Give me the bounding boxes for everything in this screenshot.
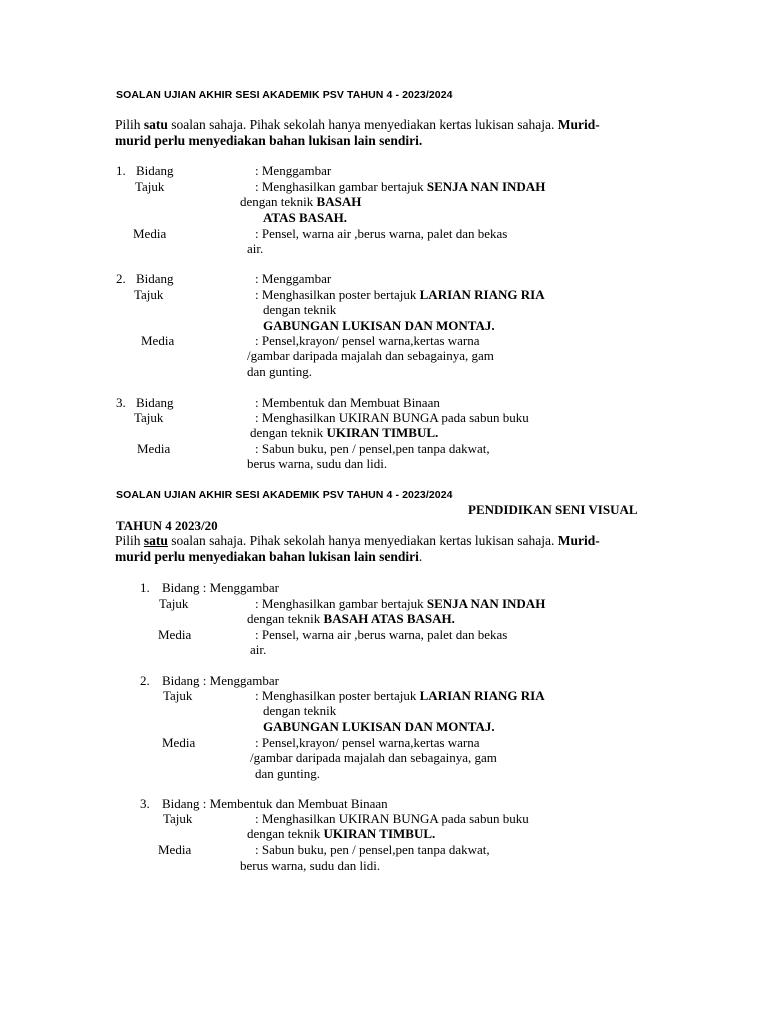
s1-q1-teknik-label: dengan teknik bbox=[240, 194, 314, 209]
s2-q3-bidang: Bidang : Membentuk dan Membuat Binaan bbox=[162, 796, 388, 811]
s2-q2-tajuk-title: LARIAN RIANG RIA bbox=[419, 688, 545, 703]
s1-q2-tajuk-text: : Menghasilkan poster bertajuk bbox=[255, 287, 417, 302]
s1-q3-tajuk-value: : Menghasilkan UKIRAN BUNGA pada sabun buku bbox=[255, 410, 529, 425]
s1-q1-tajuk-text: : Menghasilkan gambar bertajuk bbox=[255, 179, 424, 194]
s2-q3-teknik-label: dengan teknik bbox=[247, 826, 321, 841]
s2-q2-tajuk-line2: dengan teknik bbox=[263, 703, 337, 718]
s1-q1-tajuk-line3: ATAS BASAH. bbox=[263, 210, 348, 225]
s1-q3-teknik-label: dengan teknik bbox=[250, 425, 324, 440]
s1-q1-bidang-value: : Menggambar bbox=[255, 163, 332, 178]
s1-q3-media-label: Media bbox=[137, 441, 171, 456]
section2-title-right: PENDIDIKAN SENI VISUAL bbox=[468, 502, 638, 517]
section1-intro-line2: murid perlu menyediakan bahan lukisan lain sendiri. bbox=[115, 133, 423, 148]
s2-q2-media-value: : Pensel,krayon/ pensel warna,kertas warna bbox=[255, 735, 480, 750]
s2-intro-text: soalan sahaja. Pihak sekolah hanya menyediakan kertas lukisan sahaja. bbox=[171, 533, 555, 548]
s2-q1-bidang: Bidang : Menggambar bbox=[162, 580, 279, 595]
s2-q1-media-value: : Pensel, warna air ,berus warna, palet dan bekas bbox=[255, 627, 508, 642]
s1-q3-bidang-label: Bidang bbox=[136, 395, 174, 410]
s2-q3-media-value: : Sabun buku, pen / pensel,pen tanpa dakwat, bbox=[255, 842, 490, 857]
s2-q2-number: 2. bbox=[140, 673, 150, 688]
section2-title-left: TAHUN 4 2023/20 bbox=[116, 518, 218, 533]
s2-q2-media-line2: /gambar daripada majalah dan sebagainya, gam bbox=[250, 750, 497, 765]
s1-q2-media-value: : Pensel,krayon/ pensel warna,kertas warna bbox=[255, 333, 480, 348]
s1-q1-teknik-value: BASAH bbox=[316, 194, 362, 209]
s1-q2-tajuk-title: LARIAN RIANG RIA bbox=[419, 287, 545, 302]
s1-q2-media-line3: dan gunting. bbox=[247, 364, 312, 379]
section1-intro-line1 bbox=[115, 117, 600, 133]
s1-q3-tajuk-label: Tajuk bbox=[134, 410, 164, 425]
s2-q3-media-label: Media bbox=[158, 842, 192, 857]
s2-q1-tajuk-title: SENJA NAN INDAH bbox=[426, 596, 546, 611]
s2-q1-tajuk-text: : Menghasilkan gambar bertajuk bbox=[255, 596, 424, 611]
s1-q1-tajuk-label: Tajuk bbox=[135, 179, 165, 194]
s1-q1-number: 1. bbox=[116, 163, 126, 178]
s2-intro-word-murid: Murid- bbox=[557, 533, 600, 548]
s2-q2-media-label: Media bbox=[162, 735, 196, 750]
s2-q1-media-line2: air. bbox=[250, 642, 267, 657]
section2-intro-line2 bbox=[115, 549, 422, 565]
s1-q3-teknik-value: UKIRAN TIMBUL. bbox=[326, 425, 439, 440]
s2-q2-tajuk-value bbox=[255, 688, 545, 704]
section2-heading: SOALAN UJIAN AKHIR SESI AKADEMIK PSV TAHUN 4 - 2023/2024 bbox=[116, 489, 453, 501]
s1-q1-media-label: Media bbox=[133, 226, 167, 241]
s1-q2-number: 2. bbox=[116, 271, 126, 286]
s1-q2-media-line2: /gambar daripada majalah dan sebagainya, gam bbox=[247, 348, 494, 363]
s1-q2-bidang-label: Bidang bbox=[136, 271, 174, 286]
s2-intro-line2-text: murid perlu menyediakan bahan lukisan lain sendiri bbox=[115, 549, 419, 564]
s2-q3-number: 3. bbox=[140, 796, 150, 811]
section2-intro-line1 bbox=[115, 533, 600, 549]
s2-intro-line2-period: . bbox=[418, 549, 423, 564]
s1-q2-tajuk-line2: dengan teknik bbox=[263, 302, 337, 317]
s2-q2-media-line3: dan gunting. bbox=[255, 766, 320, 781]
s1-q2-media-label: Media bbox=[141, 333, 175, 348]
intro-text: soalan sahaja. Pihak sekolah hanya menyediakan kertas lukisan sahaja. bbox=[171, 117, 555, 132]
s1-q2-tajuk-value bbox=[255, 287, 545, 303]
s1-q1-bidang-label: Bidang bbox=[136, 163, 174, 178]
s1-q3-media-value: : Sabun buku, pen / pensel,pen tanpa dakwat, bbox=[255, 441, 490, 456]
s1-q3-number: 3. bbox=[116, 395, 126, 410]
s2-q3-media-line2: berus warna, sudu dan lidi. bbox=[240, 858, 381, 873]
s1-q1-tajuk-value bbox=[255, 179, 545, 195]
s2-q1-teknik-value: BASAH ATAS BASAH. bbox=[323, 611, 455, 626]
s2-q1-tajuk-line2 bbox=[247, 611, 455, 627]
intro-word-pilih: Pilih bbox=[115, 117, 141, 132]
s2-q3-tajuk-label: Tajuk bbox=[163, 811, 193, 826]
section1-heading: SOALAN UJIAN AKHIR SESI AKADEMIK PSV TAHUN 4 - 2023/2024 bbox=[116, 89, 453, 101]
s2-q1-teknik-label: dengan teknik bbox=[247, 611, 321, 626]
s2-q1-tajuk-label: Tajuk bbox=[159, 596, 189, 611]
s1-q1-tajuk-line2 bbox=[240, 194, 361, 210]
s2-q1-number: 1. bbox=[140, 580, 150, 595]
s1-q2-bidang-value: : Menggambar bbox=[255, 271, 332, 286]
s1-q3-tajuk-line2 bbox=[250, 425, 438, 441]
intro-word-murid: Murid- bbox=[557, 117, 600, 132]
s2-q2-tajuk-label: Tajuk bbox=[163, 688, 193, 703]
s1-q2-tajuk-label: Tajuk bbox=[134, 287, 164, 302]
s2-q1-tajuk-value bbox=[255, 596, 545, 612]
s2-q2-bidang: Bidang : Menggambar bbox=[162, 673, 279, 688]
s2-q2-tajuk-line3: GABUNGAN LUKISAN DAN MONTAJ. bbox=[263, 719, 495, 734]
s1-q2-tajuk-line3: GABUNGAN LUKISAN DAN MONTAJ. bbox=[263, 318, 495, 333]
intro-word-satu: satu bbox=[143, 117, 168, 132]
s1-q1-media-line2: air. bbox=[247, 241, 264, 256]
s2-q1-media-label: Media bbox=[158, 627, 192, 642]
s2-q3-tajuk-value: : Menghasilkan UKIRAN BUNGA pada sabun buku bbox=[255, 811, 529, 826]
s2-q3-teknik-value: UKIRAN TIMBUL. bbox=[323, 826, 436, 841]
s1-q1-media-value: : Pensel, warna air ,berus warna, palet dan bekas bbox=[255, 226, 508, 241]
s2-intro-word-satu: satu bbox=[143, 533, 168, 548]
s1-q3-media-line2: berus warna, sudu dan lidi. bbox=[247, 456, 388, 471]
s1-q1-tajuk-title: SENJA NAN INDAH bbox=[426, 179, 546, 194]
s2-q2-tajuk-text: : Menghasilkan poster bertajuk bbox=[255, 688, 417, 703]
s2-q3-tajuk-line2 bbox=[247, 826, 435, 842]
s1-q3-bidang-value: : Membentuk dan Membuat Binaan bbox=[255, 395, 440, 410]
s2-intro-word-pilih: Pilih bbox=[115, 533, 141, 548]
